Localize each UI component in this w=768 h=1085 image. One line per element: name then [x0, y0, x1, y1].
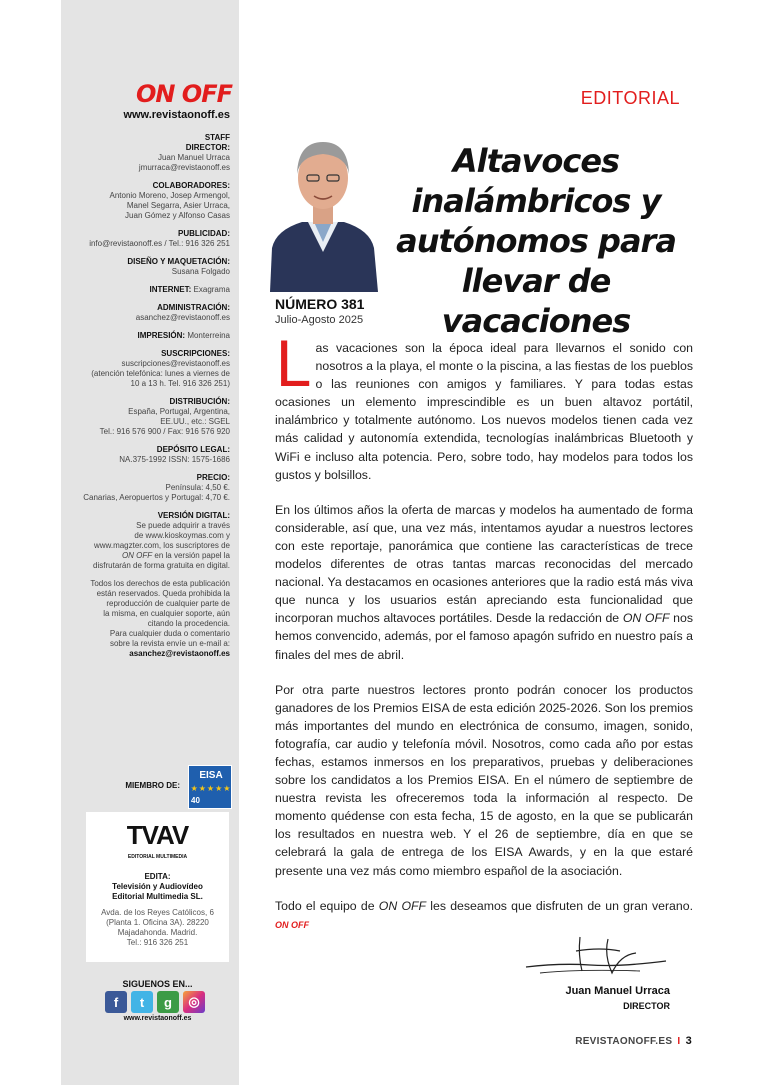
brand-mention: ON OFF [622, 611, 670, 626]
eisa-logo [188, 765, 232, 809]
internet-label: INTERNET: [149, 285, 192, 294]
admin-value[interactable]: asanchez@revistaonoff.es [135, 313, 230, 322]
page-number: 3 [685, 1035, 692, 1047]
colab-line: Manel Segarra, Asier Urraca, [126, 201, 230, 210]
eisa-stars-icon: ★★★★★ [190, 784, 232, 793]
address-line: (Planta 1. Oficina 3A). 28220 [106, 918, 209, 927]
signature-role: DIRECTOR [623, 1001, 670, 1011]
paragraph-text: Por otra parte nuestros lectores pronto podrán conocer los productos ganadores de los Premios EISA de esta edición 2025-2026. Son los premios más importantes del mundo en electrónica de consumo, imagen, sonido, fotografía, car audio y telefonía móvil. Nosotros, como cada año por estas fechas, estamos inmersos en los preparativos, pruebas y deliberaciones sobre los candidatos a los Premios EISA. En el número de septiembre de nuestra revista les ofreceremos toda la información al respecto. De momento quédense con esta fecha, 15 de agosto, en la que se publicarán los resultados en nuestra web. Y el 26 de septiembre, día en que se celebrará la gala de entrega de los EISA Awards, y en la que estaré presente una vez más como miembro español de la asociación. [275, 682, 693, 878]
paragraph-text: as vacaciones son la época ideal para llevarnos el sonido con nosotros a la playa, el monte o la piscina, a las fiestas de los pueblos o las reuniones con amigos y familiares. Y para todas estas ocasiones un elemento imprescindible es un buen altavoz portátil, inalámbrico y totalmente autónomo. Los nuevos modelos tienen cada vez más calidad y autonomía extendida, tecnologías inalámbricas Bluetooth y WiFi e incluso alta potencia. Pero, sobre todo, hay modelos para todos los gustos y bolsillos. [275, 341, 693, 482]
subs-label: SUSCRIPCIONES: [161, 349, 230, 358]
digital-line: de www.kioskoymas.com y [134, 531, 230, 540]
paragraph [275, 681, 693, 880]
rights-line: están reservados. Queda prohibida la [96, 589, 230, 598]
google-plus-icon[interactable]: g [157, 991, 179, 1013]
title-line: Altavoces [452, 142, 620, 180]
title-line: autónomos para [396, 222, 676, 260]
design-label: DISEÑO Y MAQUETACIÓN: [127, 257, 230, 266]
paragraph-text: En los últimos años la oferta de marcas y modelos ha aumentado de forma considerable, así que, una vez más, intentamos ayudar a nuestros lectores con este reportaje, panorámica que contiene las características de trece modelos diferentes de otras tantas marcas reconocidas del mercado nacional. Ya destacamos en ocasiones anteriores que la radio está más viva que nunca y los usuarios están apreciando esta funcionalidad que incorporan muchos altavoces portátiles. Desde la redacción de [275, 502, 693, 626]
eisa-text: EISA [199, 770, 223, 781]
staff-credits [64, 133, 230, 667]
paragraph-text: nos hemos convencido, además, por el famoso apagón sufrido en nuestro país a finales del mes de abril. [275, 611, 694, 662]
dist-line: EE.UU., etc.: SGEL [160, 417, 230, 426]
onoff-logo: ON OFF [135, 80, 232, 108]
digital-brand: ON OFF [121, 551, 153, 560]
rights-line: sobre la revista envíe un e-mail a: [109, 639, 230, 648]
twitter-icon[interactable]: t [131, 991, 153, 1013]
digital-line: Se puede adquirir a través [136, 521, 230, 530]
colab-line: Juan Gómez y Alfonso Casas [125, 211, 230, 220]
rights-email[interactable]: asanchez@revistaonoff.es [129, 649, 230, 658]
print-value: Monterreina [187, 331, 230, 340]
subs-line: 10 a 13 h. Tel. 916 326 251) [130, 379, 230, 388]
address-line: Tel.: 916 326 251 [126, 938, 189, 947]
dist-line: Tel.: 916 576 900 / Fax: 916 576 920 [99, 427, 230, 436]
price-label: PRECIO: [196, 473, 230, 482]
director-email[interactable]: jmurraca@revistaonoff.es [138, 163, 230, 172]
member-label: MIEMBRO DE: [125, 781, 180, 790]
legal-label: DEPÓSITO LEGAL: [156, 445, 230, 454]
follow-label: SIGUENOS EN... [122, 979, 193, 989]
drop-cap: L [275, 328, 310, 401]
title-line: llevar de vacaciones [441, 262, 631, 340]
section-label: EDITORIAL [580, 88, 680, 108]
internet-value: Exagrama [193, 285, 230, 294]
title-line: inalámbricos y [411, 182, 661, 220]
subs-line[interactable]: suscripciones@revistaonoff.es [121, 359, 230, 368]
digital-text: en la versión papel la [152, 551, 230, 560]
address-line: Majadahonda. Madrid. [117, 928, 198, 937]
issue-date: Julio-Agosto 2025 [275, 314, 364, 326]
edita-label: EDITA: [144, 872, 171, 881]
footer-site: REVISTAONOFF.ES [575, 1036, 673, 1047]
publisher-info [86, 872, 229, 948]
publisher-name: Editorial Multimedia SL. [112, 892, 203, 901]
rights-line: citando la procedencia. [147, 619, 230, 628]
paragraph [275, 328, 693, 484]
footer-separator: I [677, 1036, 681, 1047]
digital-line [64, 551, 230, 561]
print-label: IMPRESIÓN: [137, 331, 186, 340]
design-value: Susana Folgado [171, 267, 230, 276]
director-name: Juan Manuel Urraca [157, 153, 230, 162]
instagram-icon[interactable]: ◎ [183, 991, 205, 1013]
follow-url[interactable]: www.revistaonoff.es [123, 1015, 192, 1022]
publisher-address [86, 908, 229, 948]
signature-icon [520, 925, 670, 985]
pub-value: info@revistaonoff.es / Tel.: 916 326 251 [89, 239, 230, 248]
issue-number: NÚMERO 381 [275, 296, 365, 312]
rights-line: Todos los derechos de esta publicación [90, 579, 230, 588]
facebook-icon[interactable]: f [105, 991, 127, 1013]
digital-line: disfrutarán de forma gratuita en digital. [93, 561, 230, 570]
subs-line: (atención telefónica: lunes a viernes de [91, 369, 230, 378]
tvav-subtitle: EDITORIAL MULTIMEDIA [127, 854, 188, 860]
colab-label: COLABORADORES: [152, 181, 230, 190]
rights-line: reproducción de cualquier parte de [106, 599, 230, 608]
member-of [70, 765, 232, 811]
rights-line: Para cualquier duda o comentario [109, 629, 230, 638]
eisa-anniversary-icon: 40 [191, 796, 200, 805]
dist-line: España, Portugal, Argentina, [128, 407, 230, 416]
dist-label: DISTRIBUCIÓN: [169, 397, 230, 406]
social-icons [105, 991, 209, 1013]
rights-line: la misma, en cualquier soporte, aún [103, 609, 230, 618]
admin-label: ADMINISTRACIÓN: [157, 303, 230, 312]
director-photo [262, 120, 384, 292]
publisher-box [86, 812, 229, 962]
brand-mention: ON OFF [378, 898, 427, 913]
page-footer [500, 1035, 692, 1047]
article-title [382, 141, 690, 341]
director-label: DIRECTOR: [185, 143, 230, 152]
website-link[interactable]: www.revistaonoff.es [123, 109, 230, 121]
digital-line: www.magzter.com, los suscriptores de [93, 541, 230, 550]
price-line: Península: 4,50 €. [165, 483, 230, 492]
article-body [275, 328, 694, 951]
price-line: Canarias, Aeropuertos y Portugal: 4,70 €. [83, 493, 230, 502]
legal-value: NA.375-1992 ISSN: 1575-1686 [119, 455, 230, 464]
digital-label: VERSIÓN DIGITAL: [157, 511, 230, 520]
tvav-logo: TVAV [126, 820, 189, 850]
staff-heading: STAFF [204, 133, 230, 142]
paragraph-text: Todo el equipo de [275, 898, 379, 913]
colab-line: Antonio Moreno, Josep Armengol, [109, 191, 230, 200]
publisher-name: Televisión y Audiovídeo [112, 882, 203, 891]
onoff-mini-logo: ON OFF [275, 919, 309, 930]
director-portrait-icon [262, 120, 384, 292]
pub-label: PUBLICIDAD: [178, 229, 230, 238]
paragraph-text: les deseamos que disfruten de un gran verano. [426, 898, 693, 913]
paragraph [275, 501, 693, 664]
address-line: Avda. de los Reyes Católicos, 6 [101, 908, 214, 917]
signature-name: Juan Manuel Urraca [565, 985, 670, 997]
